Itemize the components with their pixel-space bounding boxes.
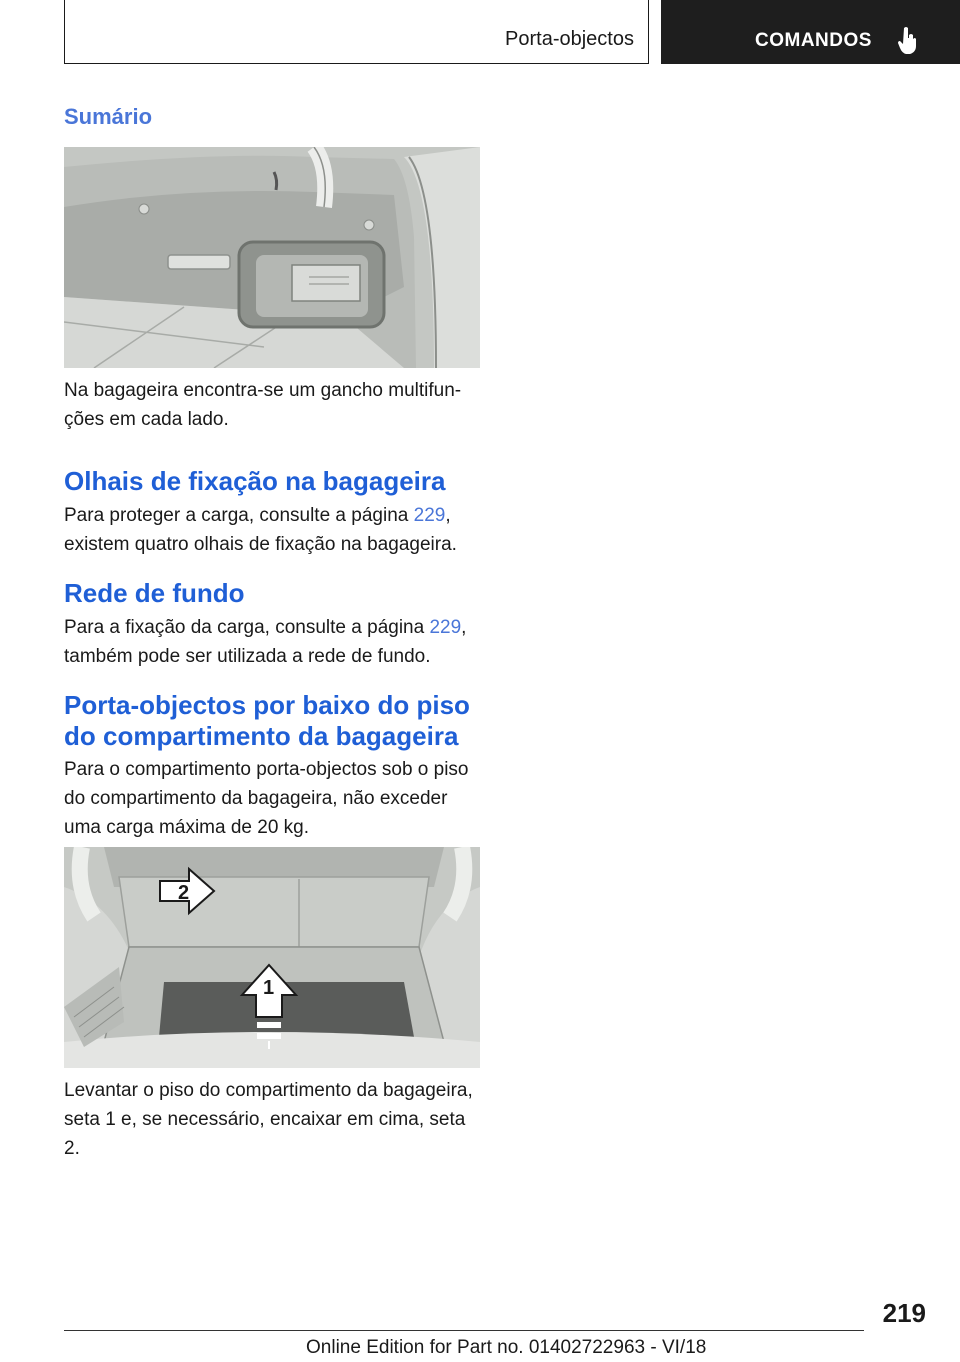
trunk-side-compartment-figure xyxy=(64,147,480,368)
section-title: Porta-objectos xyxy=(505,28,634,50)
footer-divider xyxy=(64,1330,864,1331)
olhais-heading: Olhais de fixação na bagageira xyxy=(64,466,446,496)
porta-heading-line2: do compartimento da bagageira xyxy=(64,721,459,751)
header-section-box xyxy=(64,0,649,64)
chapter-label: COMANDOS xyxy=(755,30,872,51)
rede-heading: Rede de fundo xyxy=(64,578,245,608)
rede-line2: também pode ser utilizada a rede de fundo. xyxy=(64,646,431,667)
rede-page-link[interactable]: 229 xyxy=(429,617,462,638)
rede-line1 xyxy=(64,613,484,642)
fig2-caption-line2: seta 1 e, se necessário, encaixar em cima, seta 2. xyxy=(64,1109,466,1159)
sumario-heading: Sumário xyxy=(64,104,153,129)
arrow-1-label: 1 xyxy=(263,977,275,999)
porta-heading-line1: Porta-objectos por baixo do piso xyxy=(64,690,470,720)
porta-line1: Para o compartimento porta-objectos sob o piso xyxy=(64,759,469,780)
olhais-text-b: , xyxy=(445,505,451,526)
olhais-line2: existem quatro olhais de fixação na bagageira. xyxy=(64,534,457,555)
rede-text-a: Para a fixação da carga, consulte a página xyxy=(64,617,430,638)
porta-line3: uma carga máxima de 20 kg. xyxy=(64,817,310,838)
fig1-caption xyxy=(64,376,484,434)
rede-text-b: , xyxy=(461,617,467,638)
fig1-caption-line2: ções em cada lado. xyxy=(64,409,229,430)
pointing-hand-icon xyxy=(897,26,919,54)
rede-paragraph xyxy=(64,613,484,671)
fig2-caption-line1: Levantar o piso do compartimento da bagageira, xyxy=(64,1080,473,1101)
chapter-tab[interactable] xyxy=(661,0,960,64)
trunk-floor-figure xyxy=(64,847,480,1068)
edition-footer: Online Edition for Part no. 01402722963 - VI/18 xyxy=(306,1337,707,1358)
olhais-page-link[interactable]: 229 xyxy=(413,505,446,526)
page-number: 219 xyxy=(882,1298,926,1328)
olhais-paragraph xyxy=(64,501,484,559)
fig2-caption xyxy=(64,1076,484,1163)
porta-line2: do compartimento da bagageira, não exceder xyxy=(64,788,448,809)
arrow-2-label: 2 xyxy=(178,882,190,904)
olhais-text-a: Para proteger a carga, consulte a página xyxy=(64,505,414,526)
olhais-line1 xyxy=(64,501,484,530)
porta-heading xyxy=(64,690,494,752)
fig1-caption-line1: Na bagageira encontra-se um gancho multifun- xyxy=(64,380,462,401)
porta-paragraph xyxy=(64,755,484,842)
